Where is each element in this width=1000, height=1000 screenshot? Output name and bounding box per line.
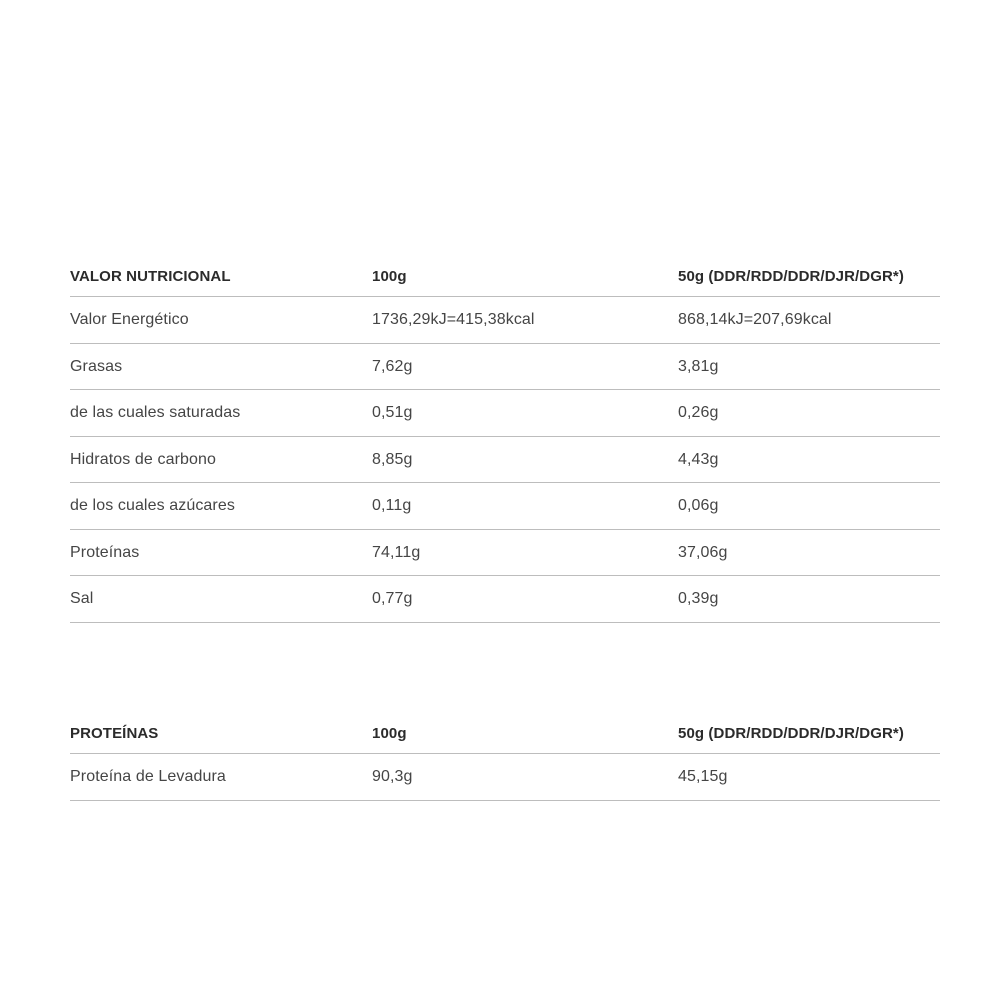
table-row-proteina-de-levadura: [70, 754, 940, 801]
table-row-valor-energetico: [70, 297, 940, 344]
value-100g: 8,85g: [372, 450, 413, 468]
table-row-grasas: [70, 344, 940, 391]
table-row-azucares: [70, 483, 940, 530]
row-label: Proteína de Levadura: [70, 768, 226, 786]
column-header-per-100g: 100g: [372, 725, 407, 742]
row-label: Grasas: [70, 357, 123, 375]
value-100g: 0,11g: [372, 497, 412, 515]
column-header-per-50g: 50g (DDR/RDD/DDR/DJR/DGR*): [678, 268, 904, 285]
value-100g: 1736,29kJ=415,38kcal: [372, 311, 535, 329]
row-label: Valor Energético: [70, 311, 189, 329]
value-100g: 90,3g: [372, 768, 413, 786]
table-header-row: [70, 258, 940, 297]
value-100g: 0,77g: [372, 590, 413, 608]
table-header-row: [70, 715, 940, 754]
nutrition-table-valor-nutricional: [70, 258, 940, 623]
value-50g: 37,06g: [678, 543, 728, 561]
row-label: Hidratos de carbono: [70, 450, 216, 468]
value-50g: 4,43g: [678, 450, 719, 468]
column-header-per-100g: 100g: [372, 268, 407, 285]
table-row-proteinas: [70, 530, 940, 577]
row-label: Proteínas: [70, 543, 140, 561]
row-label: de los cuales azúcares: [70, 497, 235, 515]
row-label: de las cuales saturadas: [70, 404, 241, 422]
column-header-title: VALOR NUTRICIONAL: [70, 268, 231, 285]
value-100g: 74,11g: [372, 543, 421, 561]
nutrition-table-proteinas: [70, 715, 940, 801]
table-row-sal: [70, 576, 940, 623]
value-100g: 7,62g: [372, 357, 413, 375]
table-row-saturadas: [70, 390, 940, 437]
value-50g: 45,15g: [678, 768, 728, 786]
value-100g: 0,51g: [372, 404, 413, 422]
column-header-per-50g: 50g (DDR/RDD/DDR/DJR/DGR*): [678, 725, 904, 742]
row-label: Sal: [70, 590, 94, 608]
value-50g: 0,39g: [678, 590, 719, 608]
value-50g: 0,26g: [678, 404, 719, 422]
value-50g: 3,81g: [678, 357, 719, 375]
column-header-title: PROTEÍNAS: [70, 725, 159, 742]
value-50g: 0,06g: [678, 497, 719, 515]
table-row-hidratos-de-carbono: [70, 437, 940, 484]
value-50g: 868,14kJ=207,69kcal: [678, 311, 832, 329]
